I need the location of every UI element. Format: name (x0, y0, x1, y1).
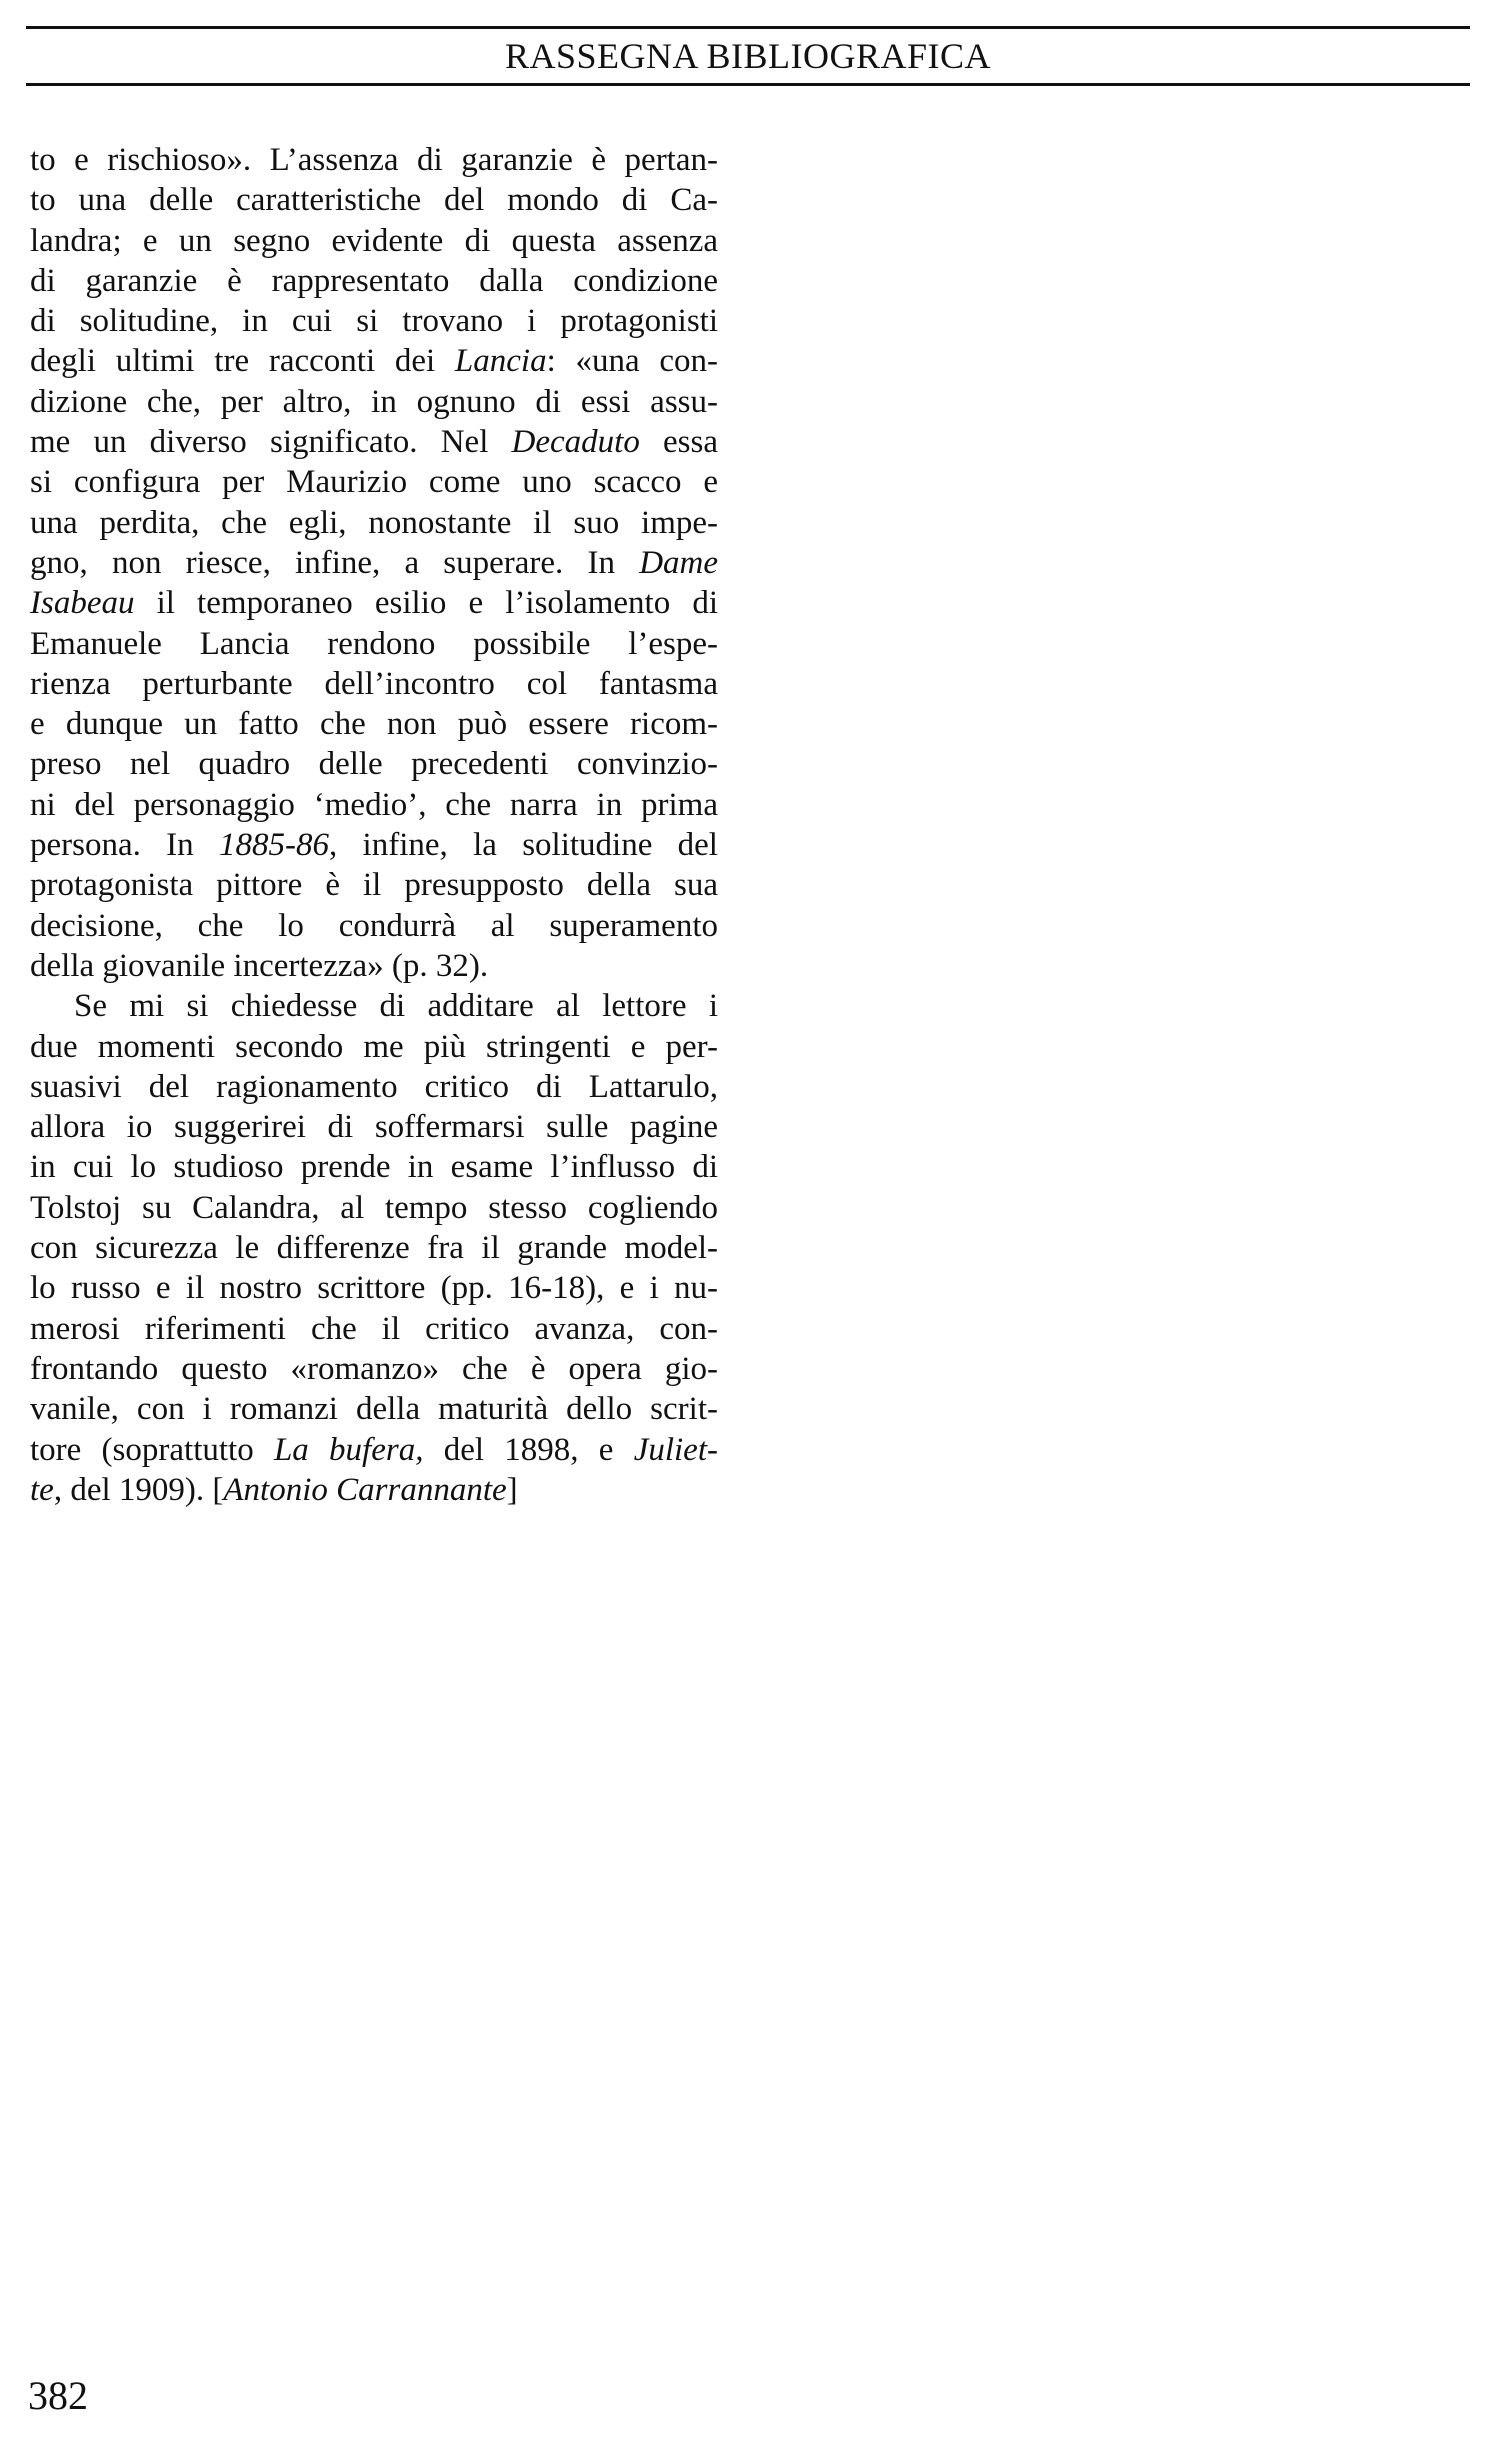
text-line: protagonista pittore è il presupposto della sua (30, 867, 718, 904)
text-line: e dunque un fatto che non può essere ricom- (30, 706, 718, 743)
italic-run: Dame (639, 544, 718, 581)
running-head: RASSEGNA BIBLIOGRAFICA (504, 36, 992, 76)
header-bottom-rule (26, 83, 1470, 86)
text-line: ni del personaggio ‘medio’, che narra in prima (30, 786, 718, 823)
italic-run: Isabeau (30, 585, 135, 622)
text-line: preso nel quadro delle precedenti convinzio- (30, 746, 718, 783)
text-run: il temporaneo esilio e l’isolamento di (134, 585, 718, 622)
text-column (30, 140, 718, 1510)
text-run: persona. In (30, 827, 219, 864)
text-line (30, 825, 718, 865)
text-run: , infine, la solitudine del (328, 827, 718, 864)
text-line: to e rischioso». L’assenza di garanzie è pertan- (30, 142, 718, 178)
paragraph (30, 986, 718, 1510)
italic-run: 1885-86 (218, 827, 329, 864)
text-line (30, 341, 718, 381)
text-line: una perdita, che egli, nonostante il suo impe- (30, 504, 718, 541)
italic-run: Decaduto (511, 424, 640, 461)
header-top-rule (26, 26, 1470, 29)
text-line (30, 1470, 718, 1510)
text-run: gno, non riesce, infine, a superare. In (30, 544, 640, 581)
italic-run: Antonio Carrannante (223, 1471, 507, 1508)
text-line (30, 583, 718, 623)
text-run: ] (506, 1471, 518, 1508)
text-line (30, 422, 718, 462)
italic-run: Juliet- (633, 1431, 718, 1468)
text-line: in cui lo studioso prende in esame l’influsso di (30, 1149, 718, 1186)
text-line: Tolstoj su Calandra, al tempo stesso cogliendo (30, 1189, 718, 1226)
text-line: vanile, con i romanzi della maturità dello scrit- (30, 1391, 718, 1428)
text-line: rienza perturbante dell’incontro col fantasma (30, 665, 718, 702)
text-line (30, 1430, 718, 1470)
text-run: essa (639, 424, 718, 461)
text-line: con sicurezza le differenze fra il grande model- (30, 1230, 718, 1267)
text-line: suasivi del ragionamento critico di Lattarulo, (30, 1068, 718, 1105)
text-line: Emanuele Lancia rendono possibile l’espe- (30, 625, 718, 662)
text-line (30, 543, 718, 583)
text-line: Se mi si chiedesse di additare al lettore i (74, 988, 718, 1025)
text-run: tore (soprattutto (30, 1431, 274, 1468)
text-line: dizione che, per altro, in ognuno di essi assu- (30, 383, 718, 420)
text-line: due momenti secondo me più stringenti e per- (30, 1028, 718, 1065)
text-line: allora io suggerirei di soffermarsi sulle pagine (30, 1109, 718, 1146)
paragraph (30, 140, 718, 986)
text-line: si configura per Maurizio come uno scacco e (30, 464, 718, 501)
page-number: 382 (28, 2373, 88, 2418)
text-run: : «una con- (546, 343, 719, 380)
text-line: landra; e un segno evidente di questa assenza (30, 222, 718, 259)
italic-run: La bufera, (273, 1431, 424, 1468)
text-line: di solitudine, in cui si trovano i protagonisti (30, 303, 718, 340)
text-line: merosi riferimenti che il critico avanza, con- (30, 1310, 718, 1347)
text-run: , del 1909). [ (53, 1471, 224, 1508)
text-run: degli ultimi tre racconti dei (30, 343, 455, 380)
text-line: della giovanile incertezza» (p. 32). (30, 947, 489, 984)
italic-run: Lancia (454, 343, 547, 380)
text-line: decisione, che lo condurrà al superamento (30, 907, 718, 944)
text-line: frontando questo «romanzo» che è opera gio- (30, 1350, 718, 1387)
text-run: del 1898, e (423, 1431, 634, 1468)
text-run: me un diverso significato. Nel (30, 424, 512, 461)
italic-run: te (30, 1471, 54, 1508)
text-line: di garanzie è rappresentato dalla condizione (30, 262, 718, 299)
text-line: lo russo e il nostro scrittore (pp. 16-18), e i nu- (30, 1270, 718, 1307)
text-line: to una delle caratteristiche del mondo di Ca- (30, 182, 718, 219)
